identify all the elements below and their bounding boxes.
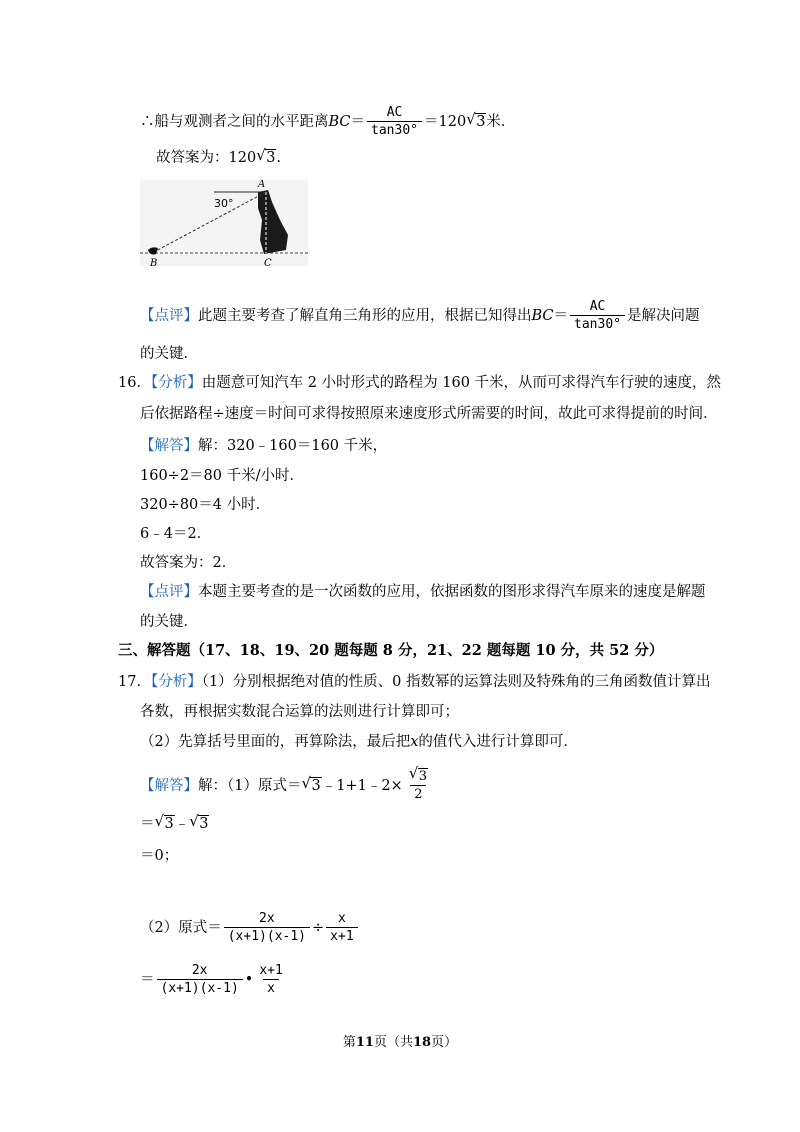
p17-part2-text: （2）原式＝ [140,920,222,936]
fraction-2x [224,910,310,946]
page-footer [0,1031,800,1050]
multiply-dot: • [244,972,254,988]
p15-comment-bc: BC [531,308,554,324]
triangle-figure [140,180,308,266]
frac-den: x [263,979,279,998]
angle-label: 30° [214,197,234,210]
divide-sign: ÷ [312,920,325,936]
p17-analysis-3a: （2）先算括号里面的，再算除法，最后把 [140,734,411,750]
label-b: B [150,258,158,266]
p17-step3: ＝0； [140,848,179,864]
frac-den: (x+1)(x-1) [157,979,243,998]
p16-solution-3: 320÷80＝4 小时． [140,497,271,513]
p15-answer-end: . [276,150,282,166]
sqrt-3: √ 3 [301,774,321,794]
p15-comment [140,298,700,334]
frac-num: 2x [191,963,208,978]
p17-analysis-3 [140,732,578,752]
p15-bc-line [140,104,515,140]
sqrt-3: √ 3 [466,110,486,130]
p16-answer: 故答案为：2． [140,555,237,571]
p15-frac-num: AC [386,105,403,120]
p15-fraction [367,104,422,140]
sqrt-radicand: 3 [418,769,427,784]
p17-analysis-3b: 的值代入进行计算即可． [418,734,578,750]
sqrt-3: √ 3 [154,812,174,832]
section-title: 三、解答题（17、18、19、20 题每题 8 分，21、22 题每题 10 分，共 52 分） [118,642,664,659]
p16-comment-2: 的关键． [140,614,198,630]
p15-answer [156,148,281,168]
p16-comment-1 [140,582,706,602]
p17-step2 [140,814,209,834]
p15-answer-text: 故答案为：120 [156,150,257,166]
solution-tag: 【解答】 [140,438,198,454]
sqrt-radicand: 3 [311,778,321,794]
fraction-x [326,910,357,946]
frac-num: 2x [259,911,275,926]
page-number: 11 [355,1035,374,1050]
minus-sign: ﹣ [174,816,190,832]
p15-eq: ＝ [350,114,366,130]
sqrt-radicand: 3 [164,816,174,832]
p17-part2 [140,910,360,946]
p15-unit: 米． [486,114,516,130]
analysis-tag: 【分析】 [150,674,202,690]
comment-tag: 【点评】 [140,308,198,324]
p17-analysis-text: （1）分别根据绝对值的性质、0 指数幂的运算法则及特殊角的三角函数值计算出 [201,674,711,690]
frac-den: x+1 [326,927,357,946]
total-pages: 18 [413,1035,432,1050]
sqrt-radicand: 3 [476,114,486,130]
p17-analysis-1 [118,672,711,692]
problem-number: 17． [118,674,151,690]
sqrt-3: √ 3 [256,146,276,166]
frac-den: tan30° [570,315,625,334]
p15-comment-end: 的关键． [140,346,198,362]
footer-text: 页） [431,1035,458,1050]
footer-text: 页（共 [373,1035,413,1050]
analysis-tag: 【分析】 [150,375,202,391]
fraction-x1-over-x [255,962,286,998]
p17-analysis-2: 各数，再根据实数混合运算的法则进行计算即可； [140,704,459,720]
sqrt3-over-2 [405,764,432,804]
problem-number: 16． [118,375,151,391]
p15-frac-den: tan30° [367,121,422,140]
p15-comment-fraction [570,298,625,334]
p15-result: ＝120 [424,114,467,130]
label-a: A [258,180,266,190]
frac-num: AC [589,299,606,314]
p17-part2-step [140,962,289,998]
label-c: C [264,258,272,266]
p17-solution-1 [140,764,434,804]
p16-solution-2: 160÷2＝80 千米/小时． [140,468,304,484]
sqrt-radicand: 3 [199,816,209,832]
p17-sol1-ops: ﹣1+1﹣2× [321,778,403,794]
p16-analysis-2: 后依据路程÷速度＝时间可求得按照原来速度形式所需要的时间，故此可求得提前的时间． [140,406,718,422]
p16-analysis-1 [118,373,721,393]
comment-tag: 【点评】 [140,584,198,600]
sqrt-3: √ 3 [408,764,427,784]
footer-text: 第 [342,1035,356,1050]
p16-solution-1 [140,436,387,456]
frac-den: 2 [410,785,426,804]
sqrt-radicand: 3 [266,150,276,166]
eq-sign: ＝ [140,972,155,988]
frac-num: x [338,911,346,926]
p15-comment-eq: ＝ [553,308,569,324]
p16-solution-4: 6﹣4＝2． [140,526,212,542]
p15-bc: BC [328,114,351,130]
p16-solution-text: 解：320﹣160＝160 千米， [198,438,388,454]
p15-comment-text-b: 是解决问题 [627,308,700,324]
p15-text: ∴船与观测者之间的水平距离 [140,114,329,130]
solution-tag: 【解答】 [140,778,198,794]
p17-sol1-text: 解：（1）原式＝ [198,778,302,794]
p16-comment-text: 本题主要考查的是一次函数的应用，依据函数的图形求得汽车原来的速度是解题 [198,584,706,600]
p16-analysis-text: 由题意可知汽车 2 小时形式的路程为 160 千米，从而可求得汽车行驶的速度，然 [201,375,722,391]
frac-den: (x+1)(x-1) [224,927,310,946]
sqrt-3: √ 3 [189,812,209,832]
fraction-2x [157,962,243,998]
frac-num: x+1 [259,963,283,978]
p15-comment-text: 此题主要考查了解直角三角形的应用，根据已知得出 [198,308,532,324]
var-x: x [410,734,419,750]
eq-sign: ＝ [140,816,155,832]
